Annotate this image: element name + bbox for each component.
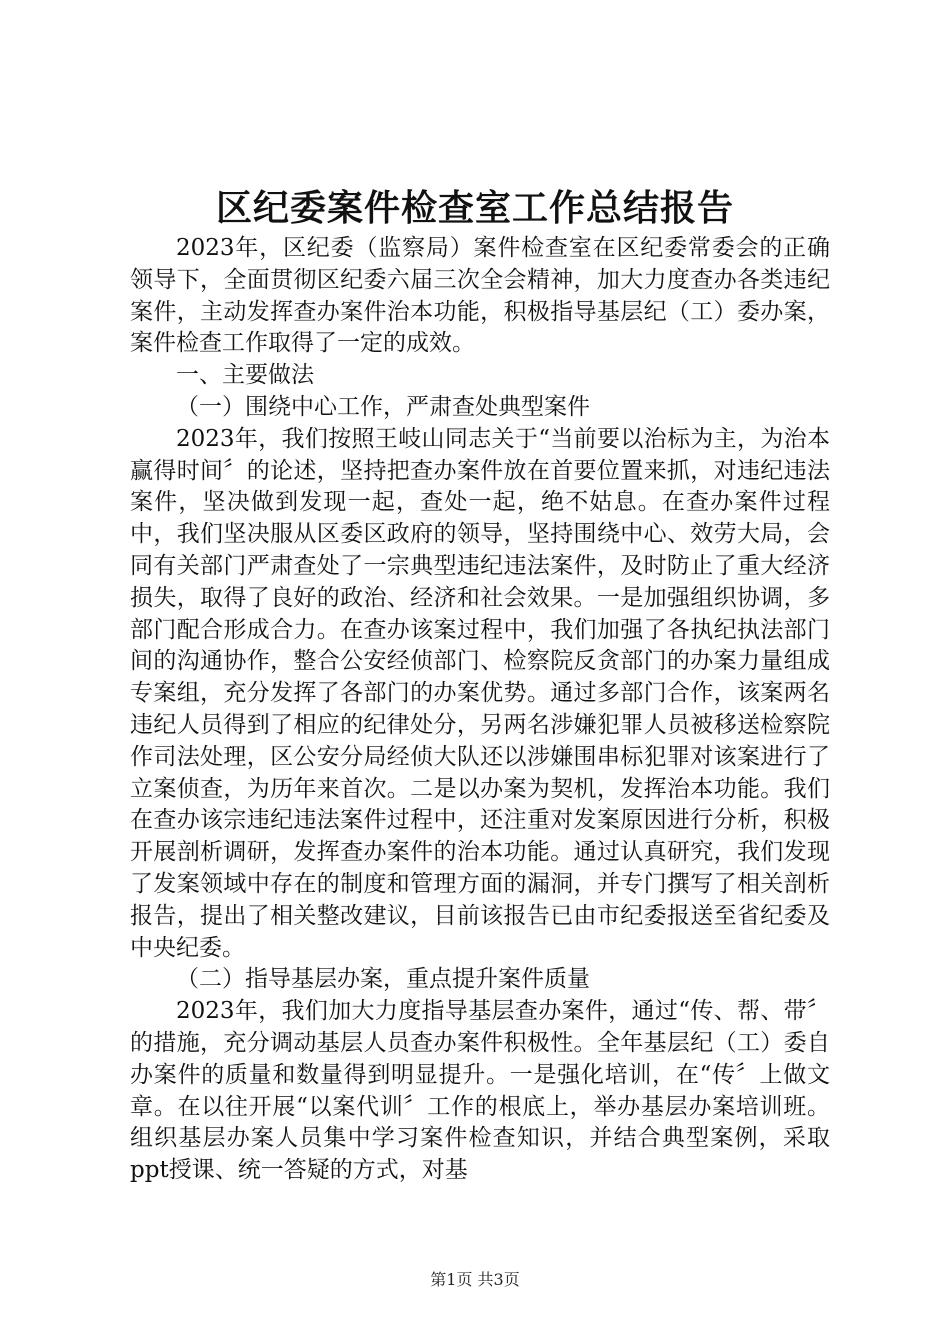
paragraph-grassroots-guidance: 2023年，我们加大力度指导基层查办案件，通过“传、帮、带〞的措施，充分调动基层人员查办案件积极性。全年基层纪（工）委自办案件的质量和数量得到明显提升。一是强化培训，在“传〞上做文章。在以往开展“以案代训〞工作的根底上，举办基层办案培训班。组织基层办案人员集中学习案件检查知识，并结合典型案例，采取ppt授课、统一答疑的方式，对基 [130, 998, 830, 1184]
subsection-heading-1: （一）围绕中心工作，严肃查处典型案件 [176, 393, 590, 420]
document-title: 区纪委案件检查室工作总结报告 [215, 187, 734, 229]
paragraph-intro: 2023年，区纪委（监察局）案件检查室在区纪委常委会的正确领导下，全面贯彻区纪委六届三次全会精神，加大力度查办各类违纪案件，主动发挥查办案件治本功能，积极指导基层纪（工）委办案，案件检查工作取得了一定的成效。 [130, 235, 830, 357]
section-heading-main-practices: 一、主要做法 [176, 362, 314, 389]
document-body [130, 233, 830, 1187]
paragraph-typical-cases: 2023年，我们按照王岐山同志关于“当前要以治标为主，为治本赢得时间〞的论述，坚持把查办案件放在首要位置来抓，对违纪违法案件，坚决做到发现一起，查处一起，绝不姑息。在查办案件过程中，我们坚决服从区委区政府的领导，坚持围绕中心、效劳大局，会同有关部门严肃查处了一宗典型违纪违法案件，及时防止了重大经济损失，取得了良好的政治、经济和社会效果。一是加强组织协调，多部门配合形成合力。在查办该案过程中，我们加强了各执纪执法部门间的沟通协作，整合公安经侦部门、检察院反贪部门的办案力量组成专案组，充分发挥了各部门的办案优势。通过多部门合作，该案两名违纪人员得到了相应的纪律处分，另两名涉嫌犯罪人员被移送检察院作司法处理，区公安分局经侦大队还以涉嫌围串标犯罪对该案进行了立案侦查，为历年来首次。二是以办案为契机，发挥治本功能。我们在查办该宗违纪违法案件过程中，还注重对发案原因进行分析，积极开展剖析调研，发挥查办案件的治本功能。通过认真研究，我们发现了发案领域中存在的制度和管理方面的漏洞，并专门撰写了相关剖析报告，提出了相关整改建议，目前该报告已由市纪委报送至省纪委及中央纪委。 [130, 425, 830, 961]
subsection-heading-2: （二）指导基层办案，重点提升案件质量 [176, 966, 590, 993]
page-footer: 第1页 共3页 [430, 1270, 520, 1289]
